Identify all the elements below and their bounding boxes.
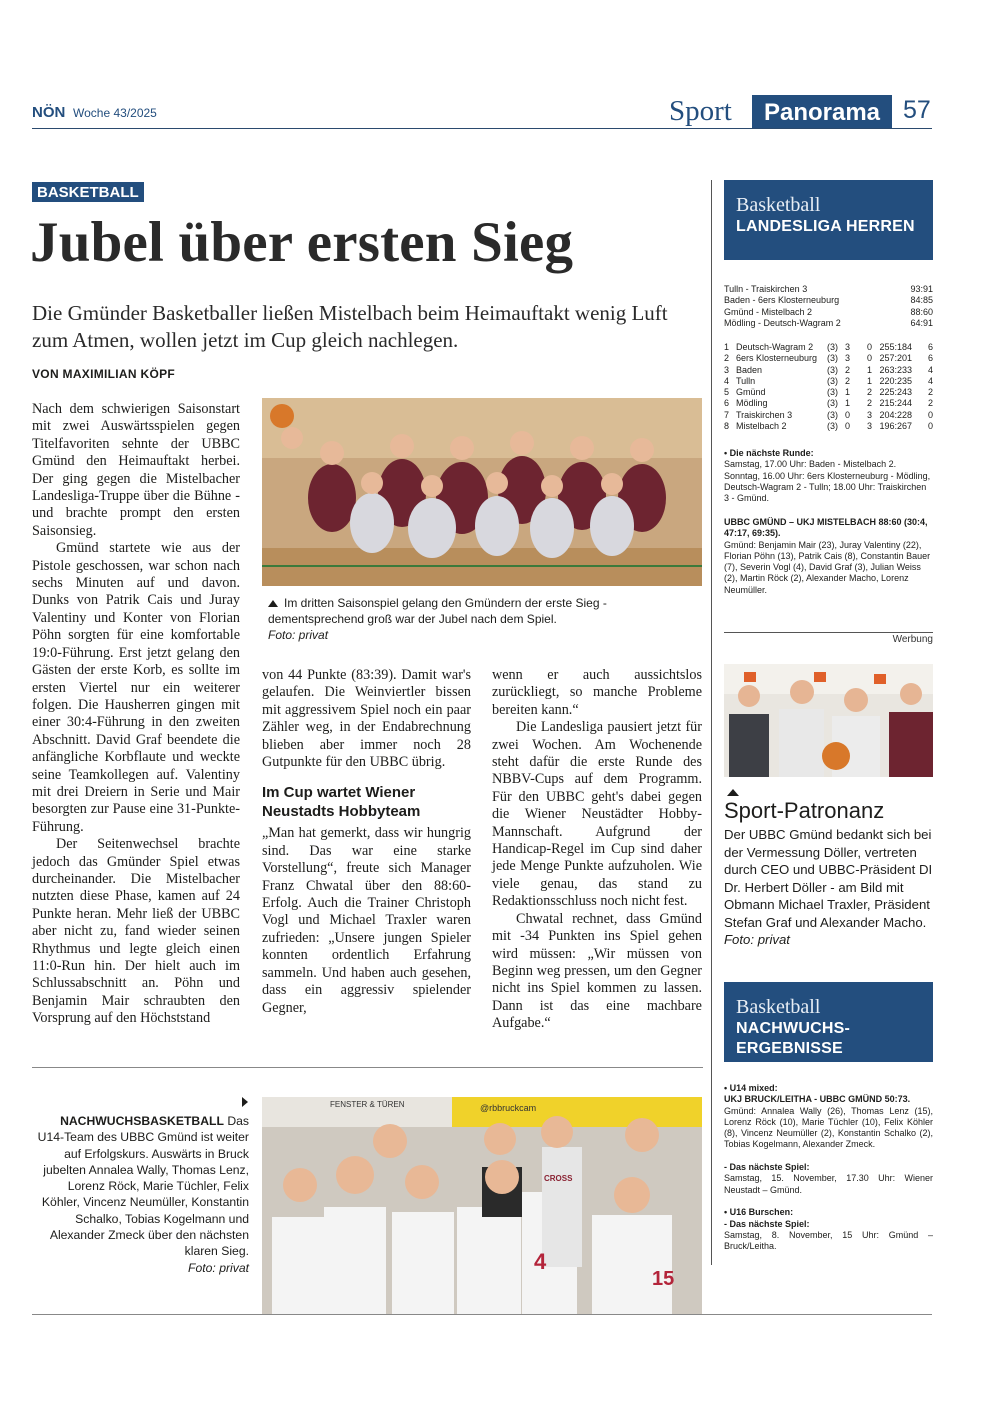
- standings-row: 4 Tulln (3) 2 1 220:235 4: [724, 375, 933, 386]
- u14-next-title: - Das nächste Spiel:: [724, 1162, 810, 1173]
- article-headline: Jubel über ersten Sieg: [30, 211, 574, 274]
- u14-next: Samstag, 15. November, 17.30 Uhr: Wiener Neustadt – Gmünd.: [724, 1173, 933, 1195]
- paragraph: von 44 Punkte (83:39). Damit war's gelaufen. Die Weinviertler bissen mit aggressivem Spiel noch ein paar Zähler weg, in der Endabrechnung blieben aber immer noch 28 Gutpunkte für den UBBC übrig.: [262, 667, 471, 771]
- caption-arrow-icon: [727, 789, 739, 796]
- youth-caption: [32, 1113, 249, 1276]
- next-round-title: • Die nächste Runde:: [724, 448, 814, 458]
- standings-row: 7 Traiskirchen 3 (3) 0 3 204:228 0: [724, 409, 933, 420]
- paragraph: wenn er auch aussichtslos zurückliegt, so manche Probleme bereiten kann.“: [492, 667, 702, 718]
- box-title: Basketball: [736, 194, 821, 216]
- article-kicker: BASKETBALL: [32, 182, 144, 202]
- standings-row: 8 Mistelbach 2 (3) 0 3 196:267 0: [724, 421, 933, 432]
- game-report: [724, 517, 933, 596]
- header-rule: [32, 128, 932, 129]
- paragraph: Chwatal rechnet, dass Gmünd mit -34 Punkten ins Spiel gehen wird müssen: „Wir müssen von Beginn weg pressen, um den Gegner nicht ins Spiel kommen zu lassen. Dann ist das eine machbare Aufgabe.“: [492, 910, 702, 1032]
- next-round: [724, 448, 933, 504]
- paragraph: Nach dem schwierigen Saisonstart mit zwei Auswärtsspielen gegen Titelfavoriten sehnte der UBBC Gmünd den Heimauftakt herbei. Der ging gegen die Mistelbacher Landesliga-Truppe über die Bühne - und brachte prompt den ersten Saisonsieg.: [32, 401, 240, 539]
- result-row: Baden - 6ers Klosterneuburg 84:85: [724, 295, 933, 306]
- u14-game: UKJ BRUCK/LEITHA - UBBC GMÜND 50:73.: [724, 1094, 911, 1105]
- box-subtitle: NACHWUCHS-ERGEBNISSE: [736, 1020, 850, 1057]
- article-column-2: [262, 667, 471, 1017]
- section-divider: [32, 1067, 703, 1068]
- youth-text: Das U14-Team des UBBC Gmünd ist weiter auf Erfolgskurs. Auswärts in Bruck jubelten Annalea Wally, Thomas Lenz, Lorenz Röck, Marie Tüchler, Felix Köhler, Vincenz Neumüller, Konstantin Schalko, Tobias Kogelmann und Alexander Zmeck über den nächsten klaren Sieg.: [37, 1114, 249, 1259]
- u14-title: • U14 mixed:: [724, 1083, 778, 1093]
- box-subtitle: LANDESLIGA HERREN: [736, 218, 915, 235]
- photo-credit: Foto: privat: [268, 628, 329, 642]
- standings-table: [724, 342, 933, 432]
- subsection-badge: Panorama: [752, 95, 892, 129]
- paragraph: Gmünd startete wie aus der Pistole geschossen, war schon nach sechs Minuten auf und davon. Dunks von Patrik Cais und Juray Valentiny und Konter von Florian Pöhn sorgten für eine komfortable 19:0-Führung. Erst jetzt gelang den Gästen der erste Korb, es sollte im ersten Viertel nur ein weiterer folgen. Die Hausherren gingen mit einer 30:4-Führung in den zweiten Abschnitt. David Graf beendete die anfängliche Korbflaute und weckte seine Teamkollegen auf. Valentiny mit drei Dreiern in Serie und Mair besorgten zur Pause eine 31-Punkte-Führung.: [32, 540, 240, 835]
- team-celebration-photo: [262, 398, 702, 586]
- u14-lineup: Gmünd: Annalea Wally (26), Thomas Lenz (15), Lorenz Röck (10), Marie Tüchler (10), Felix Köhler (8), Vincenz Neumüller (2), Konstantin Schalko (2), Tobias Kogelmann, Alexander Zmeck.: [724, 1105, 933, 1150]
- photo-caption: [268, 595, 698, 643]
- standings-row: 2 6ers Klosterneuburg (3) 3 0 257:201 6: [724, 353, 933, 364]
- bottom-rule: [32, 1314, 932, 1315]
- paragraph: „Man hat gemerkt, dass wir hungrig sind. Das war eine starke Vorstellung“, freute sich Manager Franz Chwatal über den 88:60-Erfolg. Auch die Trainer Christoph Vogl und Michael Traxler waren zufrieden: „Unsere jungen Spieler konnten ordentlich Erfahrung sammeln. Und haben auch gesehen, dass ein aggressiv spielender Gegner,: [262, 825, 471, 1016]
- patronage-text: [724, 826, 933, 949]
- photo-sign: @rbbruckcam: [480, 1103, 537, 1113]
- article-column-1: [32, 401, 240, 1028]
- ad-divider: [724, 632, 933, 633]
- article-column-3: [492, 667, 702, 1033]
- youth-results: [724, 1083, 933, 1252]
- game-title: UBBC GMÜND – UKJ MISTELBACH 88:60 (30:4, 47:17, 69:35).: [724, 517, 928, 539]
- caption-arrow-icon: [268, 600, 278, 607]
- patronage-body: Der UBBC Gmünd bedankt sich bei der Vermessung Döller, vertreten durch CEO und UBBC-Präsident DI Dr. Herbert Döller - am Bild mit Obmann Michael Traxler, Präsident Stefan Graf und Alexander Macho.: [724, 827, 933, 930]
- section-title: Sport: [669, 95, 732, 127]
- youth-team-photo: [262, 1097, 702, 1315]
- standings-row: 3 Baden (3) 2 1 263:233 4: [724, 364, 933, 375]
- result-row: Mödling - Deutsch-Wagram 2 64:91: [724, 317, 933, 328]
- youth-box-header: [724, 982, 933, 1062]
- issue-week: Woche 43/2025: [73, 106, 157, 120]
- game-lineup: Gmünd: Benjamin Mair (23), Juray Valentiny (22), Florian Pöhn (13), Patrik Cais (8), Constantin Bauer (7), Severin Vogl (4), David Graf (3), Julian Weiss (2), Martin Röck (2), Alexander Macho, Lorenz Neumüller.: [724, 539, 931, 595]
- jersey-text: CROSS: [544, 1174, 573, 1183]
- jersey-number: 4: [534, 1249, 547, 1274]
- league-box-header: [724, 180, 933, 260]
- jersey-number: 15: [652, 1268, 675, 1290]
- box-title: Basketball: [736, 996, 821, 1018]
- article-byline: VON MAXIMILIAN KÖPF: [32, 367, 176, 381]
- photo-sign: FENSTER & TÜREN: [330, 1100, 405, 1109]
- article-subhead: Im Cup wartet Wiener Neustadts Hobbyteam: [262, 784, 421, 821]
- caption-text: Im dritten Saisonspiel gelang den Gmündern der erste Sieg - dementsprechend groß war der Jubel nach dem Spiel.: [268, 596, 607, 626]
- u16-title: • U16 Burschen:: [724, 1207, 794, 1218]
- u16-next: Samstag, 8. November, 15 Uhr: Gmünd – Bruck/Leitha.: [724, 1229, 933, 1252]
- next-round-text: Samstag, 17.00 Uhr: Baden - Mistelbach 2. Sonntag, 16.00 Uhr: 6ers Klosterneuburg - Mödling, Deutsch-Wagram 2 - Tulln; 18.00 Uhr: Traiskirchen 3 - Gmünd.: [724, 459, 931, 504]
- patronage-title: Sport-Patronanz: [724, 798, 885, 823]
- result-row: Gmünd - Mistelbach 2 88:60: [724, 306, 933, 317]
- caption-arrow-icon: [242, 1097, 248, 1107]
- paragraph: Der Seitenwechsel brachte jedoch das Gmünder Spiel etwas durcheinander. Die Mistelbacher nutzten diese Phase, kamen auf 24 Punkte heran. Mehr ließ der UBBC aber nicht zu, fand wieder seinen Rhythmus und legte gleich einen 11:0-Run hin. Der hielt auch im Schlussabschnitt an. Pöhn und Benjamin Mair schraubten den Vorsprung auf den Höchststand: [32, 836, 240, 1027]
- brand-logo: NÖN: [32, 104, 66, 121]
- results-list: [724, 284, 933, 329]
- sponsor-photo: [724, 664, 933, 777]
- standings-row: 6 Mödling (3) 1 2 215:244 2: [724, 398, 933, 409]
- photo-credit: Foto: privat: [188, 1260, 249, 1275]
- youth-label: NACHWUCHSBASKETBALL: [60, 1114, 224, 1128]
- sidebar-divider: [711, 180, 712, 1265]
- paragraph: Die Landesliga pausiert jetzt für zwei Wochen. Am Wochenende steht dafür die erste Runde des NBBV-Cups auf dem Programm. Für den UBBC geht's dabei gegen die Wiener Neustädter Hobby-Mannschaft. Aufgrund der Handicap-Regel im Cup sind daher jede Menge Punkte aufzuholen. Wie viele genau, das stand zu Redaktionsschluss noch nicht fest.: [492, 719, 702, 910]
- ad-label: Werbung: [892, 634, 933, 645]
- standings-row: 1 Deutsch-Wagram 2 (3) 3 0 255:184 6: [724, 342, 933, 352]
- result-row: Tulln - Traiskirchen 3 93:91: [724, 284, 933, 294]
- photo-credit: Foto: privat: [724, 932, 790, 947]
- u16-next-title: - Das nächste Spiel:: [724, 1218, 810, 1229]
- standings-row: 5 Gmünd (3) 1 2 225:243 2: [724, 387, 933, 398]
- page-number: 57: [903, 96, 931, 124]
- article-lead: Die Gmünder Basketballer ließen Mistelbach beim Heimauftakt wenig Luft zum Atmen, wollen jetzt im Cup gleich nachlegen.: [32, 301, 668, 352]
